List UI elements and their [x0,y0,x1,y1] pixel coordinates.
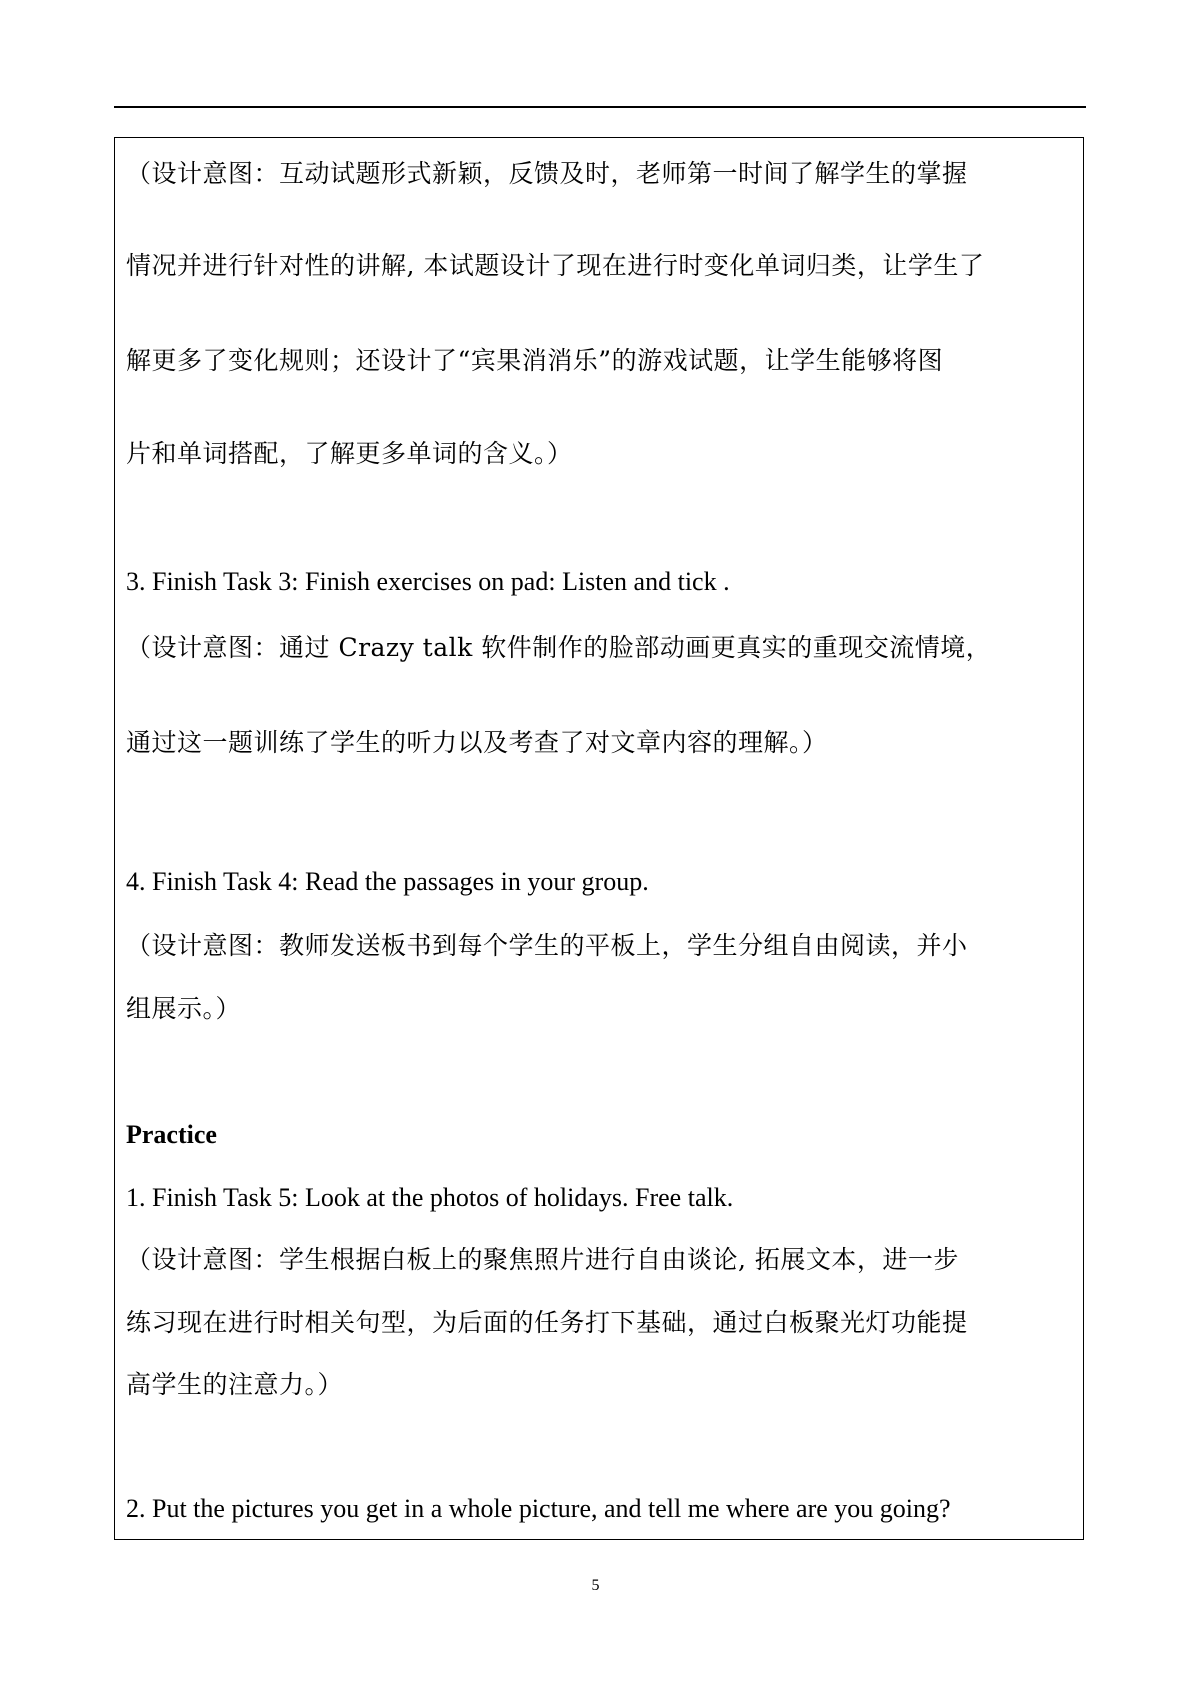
practice-heading: Practice [126,1120,217,1149]
design-intent-line: 情况并进行针对性的讲解, 本试题设计了现在进行时变化单词归类，让学生了 [126,251,985,280]
design-intent-line: 练习现在进行时相关句型，为后面的任务打下基础，通过白板聚光灯功能提 [126,1308,968,1337]
design-intent-line: 高学生的注意力。） [126,1370,344,1399]
task-5-line: 1. Finish Task 5: Look at the photos of holidays. Free talk. [126,1183,734,1212]
page-number: 5 [591,1577,600,1594]
header-rule [114,106,1086,108]
design-intent-line: （设计意图：互动试题形式新颖，反馈及时，老师第一时间了解学生的掌握 [126,159,968,188]
design-intent-line: （设计意图：学生根据白板上的聚焦照片进行自由谈论, 拓展文本，进一步 [126,1245,959,1274]
task-3-line: 3. Finish Task 3: Finish exercises on pad: Listen and tick . [126,567,730,596]
practice-item-2-line: 2. Put the pictures you get in a whole picture, and tell me where are you going? [126,1494,951,1523]
design-intent-line: （设计意图：通过 Crazy talk 软件制作的脸部动画更真实的重现交流情境， [126,633,992,662]
design-intent-line: 通过这一题训练了学生的听力以及考查了对文章内容的理解。） [126,728,828,757]
design-intent-line: 解更多了变化规则；还设计了“宾果消消乐”的游戏试题，让学生能够将图 [126,346,944,375]
design-intent-line: （设计意图：教师发送板书到每个学生的平板上，学生分组自由阅读，并小 [126,931,968,960]
task-4-line: 4. Finish Task 4: Read the passages in your group. [126,867,649,896]
design-intent-line: 组展示。） [126,994,242,1023]
design-intent-line: 片和单词搭配，了解更多单词的含义。） [126,439,573,468]
